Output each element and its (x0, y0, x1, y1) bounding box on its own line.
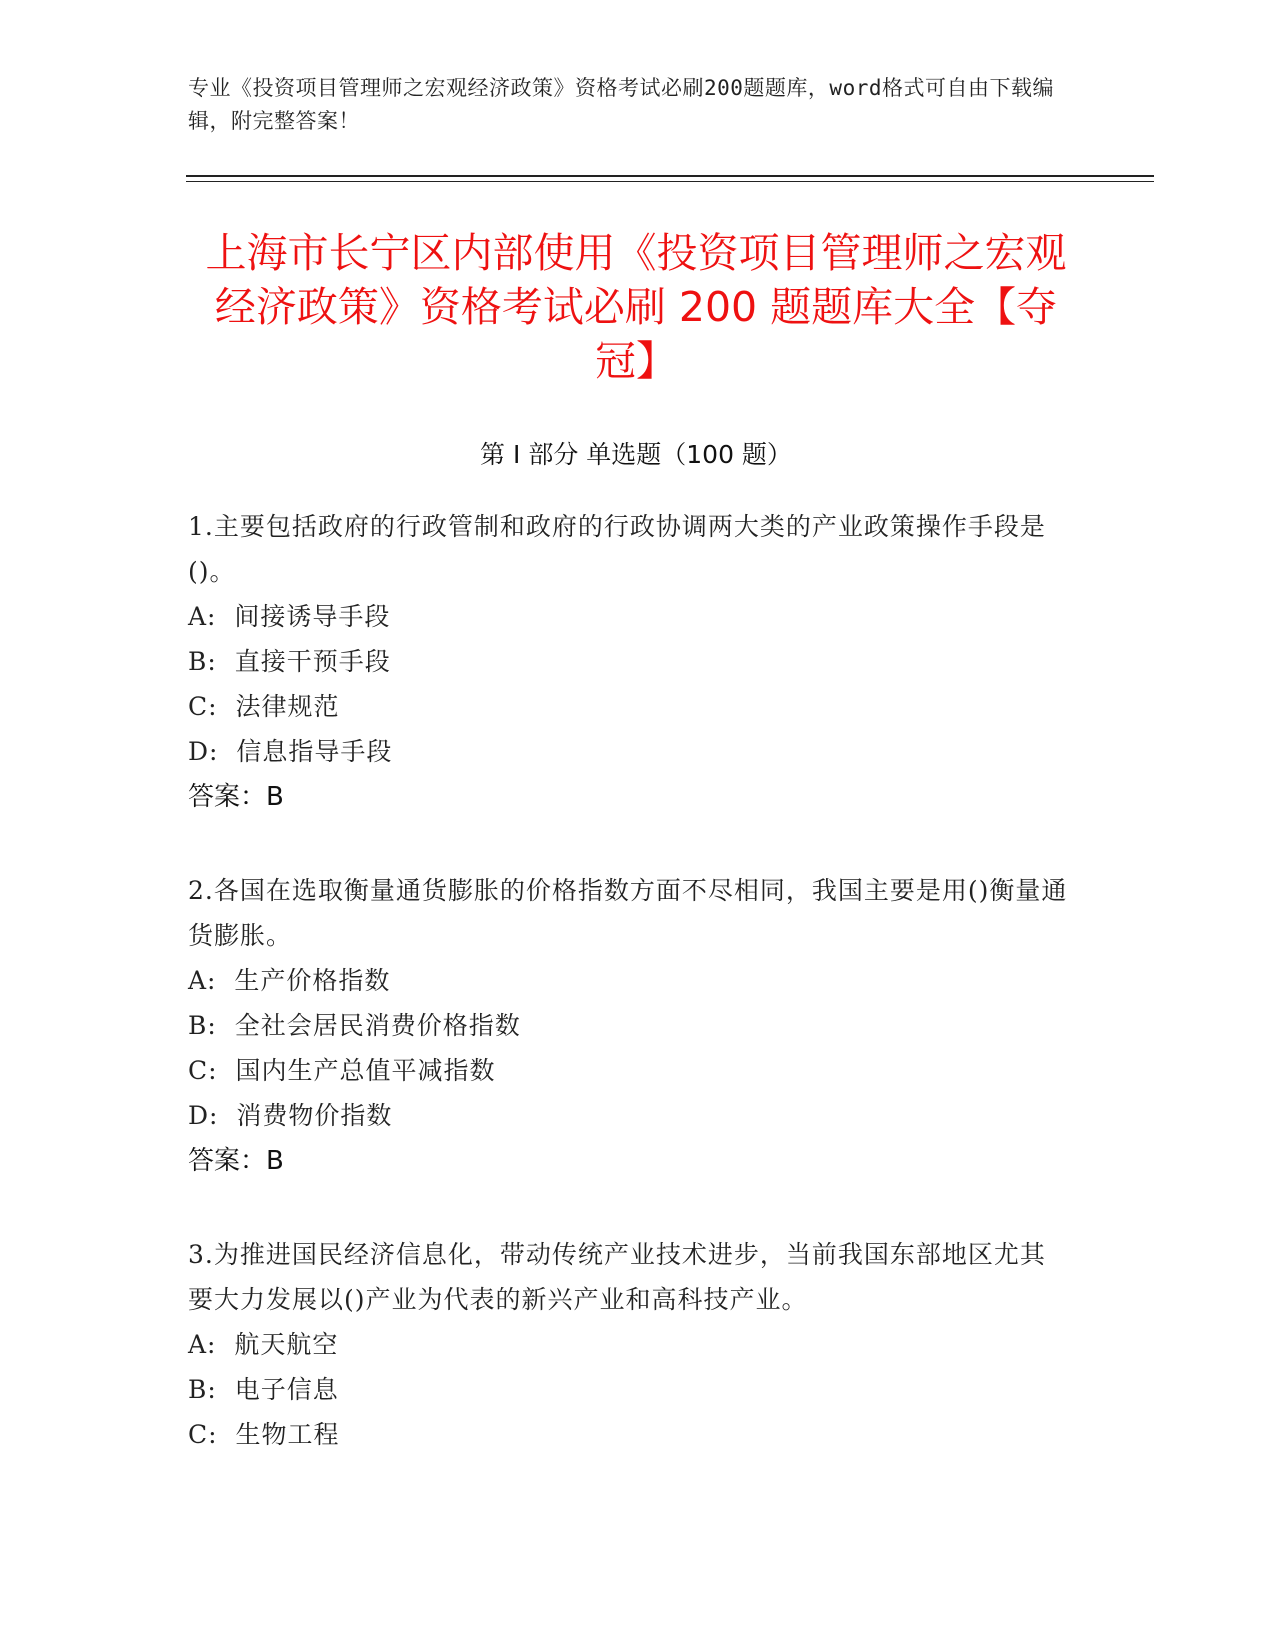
option-b: B: 直接干预手段 (188, 647, 391, 676)
question-stem: 2.各国在选取衡量通货膨胀的价格指数方面不尽相同，我国主要是用()衡量通货膨胀。 (188, 876, 1068, 950)
section-heading: 第 I 部分 单选题（100 题） (480, 440, 792, 469)
document-title: 上海市长宁区内部使用《投资项目管理师之宏观经济政策》资格考试必刷 200 题题库大全【夺冠】 (205, 229, 1067, 385)
header-divider-thin (186, 181, 1154, 182)
option-c: C: 法律规范 (188, 692, 340, 721)
option-a: A: 航天航空 (188, 1330, 339, 1359)
option-a: A: 间接诱导手段 (188, 602, 391, 631)
option-b: B: 全社会居民消费价格指数 (188, 1011, 521, 1040)
option-b: B: 电子信息 (188, 1375, 339, 1404)
answer: 答案：B (188, 1146, 284, 1176)
option-c: C: 国内生产总值平减指数 (188, 1056, 496, 1085)
question-1 (188, 504, 1068, 820)
option-a: A: 生产价格指数 (188, 966, 391, 995)
question-stem: 3.为推进国民经济信息化，带动传统产业技术进步，当前我国东部地区尤其要大力发展以()产业为代表的新兴产业和高科技产业。 (188, 1240, 1046, 1314)
option-d: D: 消费物价指数 (188, 1101, 393, 1130)
question-3 (188, 1232, 1068, 1457)
question-2 (188, 868, 1068, 1184)
header-note: 专业《投资项目管理师之宏观经济政策》资格考试必刷200题题库，word格式可自由下载编辑，附完整答案！ (188, 76, 1054, 133)
answer: 答案：B (188, 782, 284, 812)
option-d: D: 信息指导手段 (188, 737, 393, 766)
header-divider-thick (186, 175, 1154, 177)
option-c: C: 生物工程 (188, 1420, 340, 1449)
question-stem: 1.主要包括政府的行政管制和政府的行政协调两大类的产业政策操作手段是()。 (188, 512, 1046, 586)
